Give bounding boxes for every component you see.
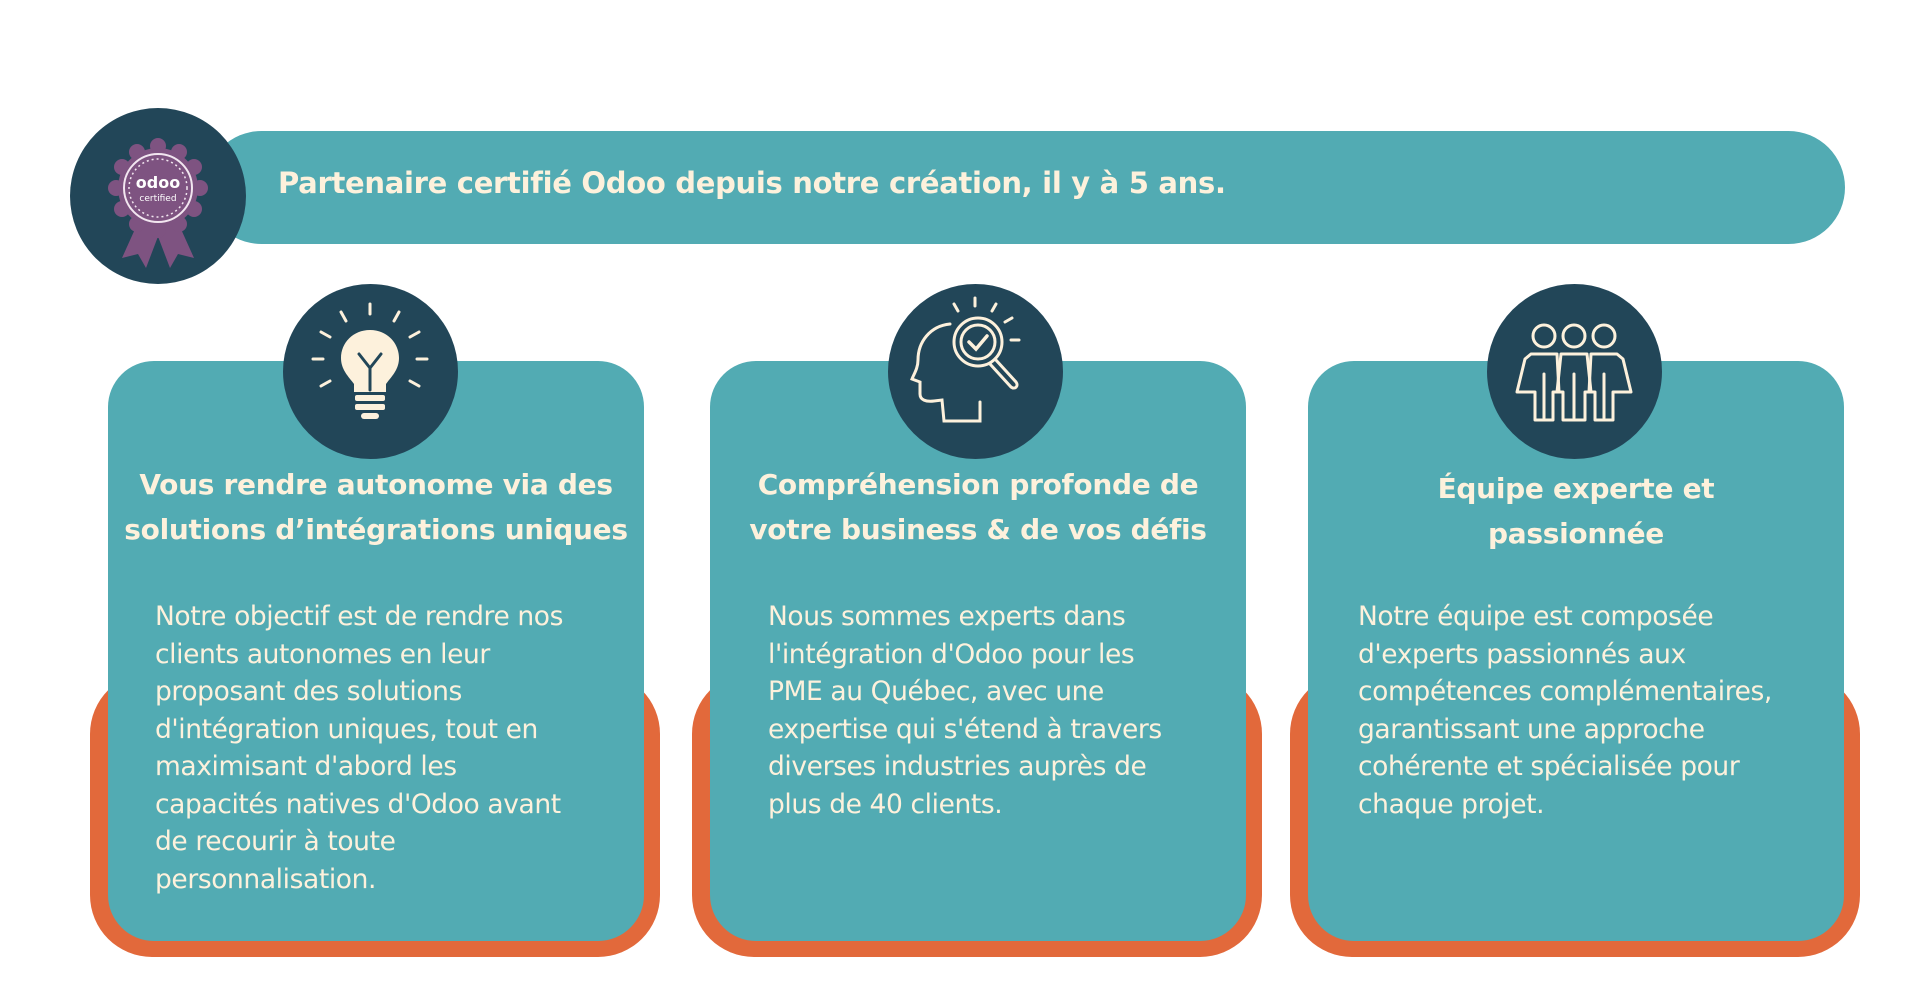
odoo-certified-rosette-icon xyxy=(70,108,246,284)
head-magnifier-check-icon xyxy=(888,284,1063,459)
card-3-body: Notre équipe est composée d'experts passionnés aux compétences complémentaires, garantissant une approche cohérente et spécialisée pour chaque projet. xyxy=(1358,601,1772,820)
card-2-title: Compréhension profonde de votre business & de vos défis xyxy=(749,468,1207,546)
badge-circle xyxy=(70,108,246,284)
card-2-icon-circle xyxy=(888,284,1063,459)
badge-certified-text: certified xyxy=(139,194,177,204)
card-2-body: Nous sommes experts dans l'intégration d'Odoo pour les PME au Québec, avec une expertise qui s'étend à travers diverses industries auprès de plus de 40 clients. xyxy=(768,601,1162,820)
card-1-body: Notre objectif est de rendre nos clients autonomes en leur proposant des solutions d'intégration uniques, tout en maximisant d'abord les capacités natives d'Odoo avant de recourir à toute personnalisation. xyxy=(155,601,564,895)
banner-text: Partenaire certifié Odoo depuis notre création, il y à 5 ans. xyxy=(278,166,1226,200)
card-1-icon-circle xyxy=(283,284,458,459)
lightbulb-icon xyxy=(283,284,458,459)
team-people-icon xyxy=(1487,284,1662,459)
card-3-icon-circle xyxy=(1487,284,1662,459)
badge-odoo-text: odoo xyxy=(135,173,181,192)
card-3-title: Équipe experte et passionnée xyxy=(1437,472,1715,550)
card-1-title: Vous rendre autonome via des solutions d’intégrations uniques xyxy=(124,468,628,546)
